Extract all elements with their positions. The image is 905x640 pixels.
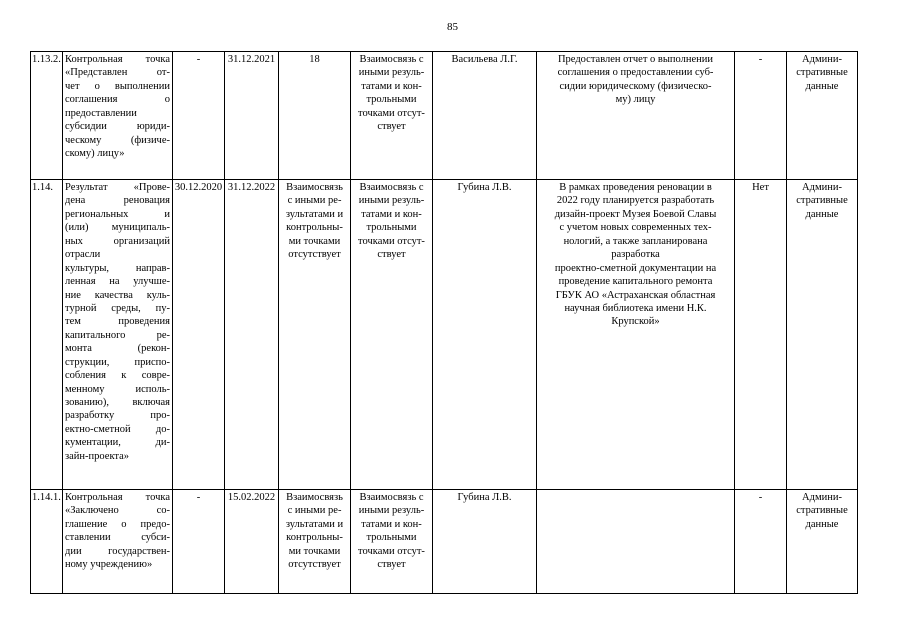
data-source-line: стративные	[796, 505, 848, 517]
relation-control-points-line: иными резуль-	[358, 195, 425, 207]
data-source	[787, 180, 858, 490]
row-name-line: ектно-сметной до-	[65, 423, 170, 435]
row-name-line: «Представлен от-	[65, 67, 170, 79]
relation-results-line: зультатами и	[285, 208, 344, 220]
row-number	[31, 180, 63, 490]
description-line: ГБУК АО «Астраханская областная	[555, 289, 716, 301]
table-row	[31, 490, 858, 594]
row-name-line: струкции, приспо-	[65, 356, 170, 368]
row-name-line: ческому (физиче-	[65, 134, 170, 146]
row-name-line: капитального ре-	[65, 329, 170, 341]
description-line: дизайн-проект Музея Боевой Славы	[554, 208, 717, 220]
description	[537, 52, 735, 180]
row-name	[63, 490, 173, 594]
row-name-line: «Заключено со-	[65, 505, 170, 517]
start-date-text: -	[196, 54, 201, 65]
row-name-line: ленная на улучше-	[65, 276, 170, 288]
description-line: проведение капитального ремонта	[558, 276, 713, 288]
description-line: проектно-сметной документации на	[554, 262, 717, 274]
page-number: 85	[447, 21, 458, 33]
relation-results-line: ми точками	[288, 235, 341, 247]
row-name-line: турной среды, пу-	[65, 302, 170, 314]
row-number	[31, 490, 63, 594]
relation-results-line: Взаимосвязь	[286, 492, 343, 503]
row-name-line: разработку про-	[65, 410, 170, 422]
relation-control-points-line: татами и кон-	[361, 518, 422, 530]
data-source-line: Админи-	[802, 182, 842, 193]
relation-control-points-line: трольными	[366, 532, 417, 544]
start-date-text: 30.12.2020	[174, 182, 223, 193]
relation-control-points	[351, 52, 433, 180]
row-name-line: ных организаций	[65, 235, 170, 247]
relation-results	[279, 180, 351, 490]
description-line: сидии юридическому (физическо-	[559, 80, 712, 92]
table-row	[31, 180, 858, 490]
row-name-line: Контрольная точка	[65, 492, 170, 503]
description-line: 2022 году планируется разработать	[556, 195, 715, 207]
end-date	[225, 180, 279, 490]
responsible-person	[433, 490, 537, 594]
relation-control-points-line: Взаимосвязь с	[359, 54, 424, 65]
row-name-line: отрасли	[65, 249, 101, 261]
row-name-line: (или) муниципаль-	[65, 222, 170, 234]
relation-control-points-line: трольными	[366, 222, 417, 234]
row-name-line: Результат «Прове-	[65, 182, 170, 193]
end-date-text: 31.12.2021	[227, 54, 276, 65]
description-line: му) лицу	[615, 94, 656, 106]
relation-results-line: 18	[309, 54, 320, 65]
row-name-line: чет о выполнении	[65, 80, 170, 92]
responsible-person	[433, 52, 537, 180]
relation-results-line: зультатами и	[285, 518, 344, 530]
relation-results-line: контрольны-	[286, 532, 343, 544]
risk	[735, 490, 787, 594]
description	[537, 490, 735, 594]
table-row	[31, 52, 858, 180]
description-line: соглашения о предоставлении суб-	[557, 67, 714, 79]
row-name-line: зайн-проекта»	[65, 450, 130, 462]
relation-control-points-line: Взаимосвязь с	[359, 492, 424, 503]
row-name	[63, 52, 173, 180]
row-name-line: культуры, направ-	[65, 262, 170, 274]
start-date-text: -	[196, 492, 201, 503]
row-name-line: кументации, ди-	[65, 437, 170, 449]
row-number-text: 1.14.1.	[32, 492, 61, 503]
row-name	[63, 180, 173, 490]
row-name-line: региональных и	[65, 208, 170, 220]
risk-text: -	[758, 54, 763, 65]
relation-control-points-line: Взаимосвязь с	[359, 182, 424, 193]
relation-control-points-line: татами и кон-	[361, 208, 422, 220]
description-line: нологий, а также запланирована	[563, 235, 708, 247]
data-source	[787, 52, 858, 180]
row-name-line: менному исполь-	[65, 383, 170, 395]
end-date-text: 31.12.2022	[227, 182, 276, 193]
relation-results-line: ми точками	[288, 545, 341, 557]
row-number	[31, 52, 63, 180]
responsible-person	[433, 180, 537, 490]
responsible-person-text: Губина Л.В.	[457, 182, 512, 193]
risk-text: -	[758, 492, 763, 503]
data-source	[787, 490, 858, 594]
relation-control-points-line: ствует	[377, 249, 406, 261]
relation-control-points-line: точками отсут-	[358, 235, 425, 247]
relation-results	[279, 490, 351, 594]
risk	[735, 52, 787, 180]
description	[537, 180, 735, 490]
row-name-line: зованию), включая	[65, 397, 170, 408]
end-date	[225, 52, 279, 180]
relation-control-points-line: трольными	[366, 94, 417, 106]
data-source-line: данные	[805, 518, 839, 530]
relation-results-line: с иными ре-	[287, 195, 342, 207]
relation-results	[279, 52, 351, 180]
responsible-person-text: Губина Л.В.	[457, 492, 512, 503]
row-name-line: собления к совре-	[65, 370, 170, 382]
row-name-line: ному учреждению»	[65, 559, 153, 571]
row-name-line: соглашения о	[65, 94, 170, 106]
row-name-line: тем проведения	[65, 316, 170, 328]
relation-control-points	[351, 490, 433, 594]
description-line: с учетом новых современных тех-	[559, 222, 712, 234]
data-source-line: стративные	[796, 195, 848, 207]
description-line: Предоставлен отчет о выполнении	[557, 54, 714, 65]
row-name-line: скому) лицу»	[65, 148, 125, 160]
relation-results-line: отсутствует	[288, 559, 341, 571]
description-line: В рамках проведения реновации в	[559, 182, 712, 193]
row-name-line: глашение о предо-	[65, 518, 170, 530]
relation-control-points-line: ствует	[377, 121, 406, 133]
relation-results-line: Взаимосвязь	[286, 182, 343, 193]
end-date-text: 15.02.2022	[227, 492, 276, 503]
relation-control-points-line: точками отсут-	[358, 545, 425, 557]
start-date	[173, 180, 225, 490]
data-source-line: данные	[805, 80, 839, 92]
row-number-text: 1.13.2.	[32, 54, 61, 65]
row-name-line: ние качества куль-	[65, 289, 170, 301]
row-name-line: дена реновация	[65, 195, 170, 207]
row-name-line: предоставлении	[65, 107, 137, 119]
row-name-line: субсидии юриди-	[65, 121, 170, 133]
relation-control-points	[351, 180, 433, 490]
relation-control-points-line: иными резуль-	[358, 505, 425, 517]
risk	[735, 180, 787, 490]
row-name-line: монта (рекон-	[65, 343, 170, 355]
relation-control-points-line: иными резуль-	[358, 67, 425, 79]
relation-results-line: с иными ре-	[287, 505, 342, 517]
row-number-text: 1.14.	[32, 182, 53, 193]
description-line: Крупской»	[611, 316, 660, 328]
row-name-line: ставлении субси-	[65, 532, 170, 544]
data-source-line: Админи-	[802, 54, 842, 65]
relation-control-points-line: ствует	[377, 559, 406, 571]
relation-control-points-line: татами и кон-	[361, 80, 422, 92]
data-source-line: Админи-	[802, 492, 842, 503]
start-date	[173, 490, 225, 594]
relation-results-line: контрольны-	[286, 222, 343, 234]
data-source-line: стративные	[796, 67, 848, 79]
relation-results-line: отсутствует	[288, 249, 341, 261]
end-date	[225, 490, 279, 594]
row-name-line: дии государствен-	[65, 545, 170, 557]
row-name-line: Контрольная точка	[65, 54, 170, 65]
relation-control-points-line: точками отсут-	[358, 107, 425, 119]
risk-text: Нет	[752, 182, 769, 193]
start-date	[173, 52, 225, 180]
data-source-line: данные	[805, 208, 839, 220]
description-line: научная библиотека имени Н.К.	[564, 302, 707, 314]
responsible-person-text: Васильева Л.Г.	[451, 54, 518, 65]
description-line: разработка	[611, 249, 660, 261]
plan-table	[30, 51, 858, 594]
